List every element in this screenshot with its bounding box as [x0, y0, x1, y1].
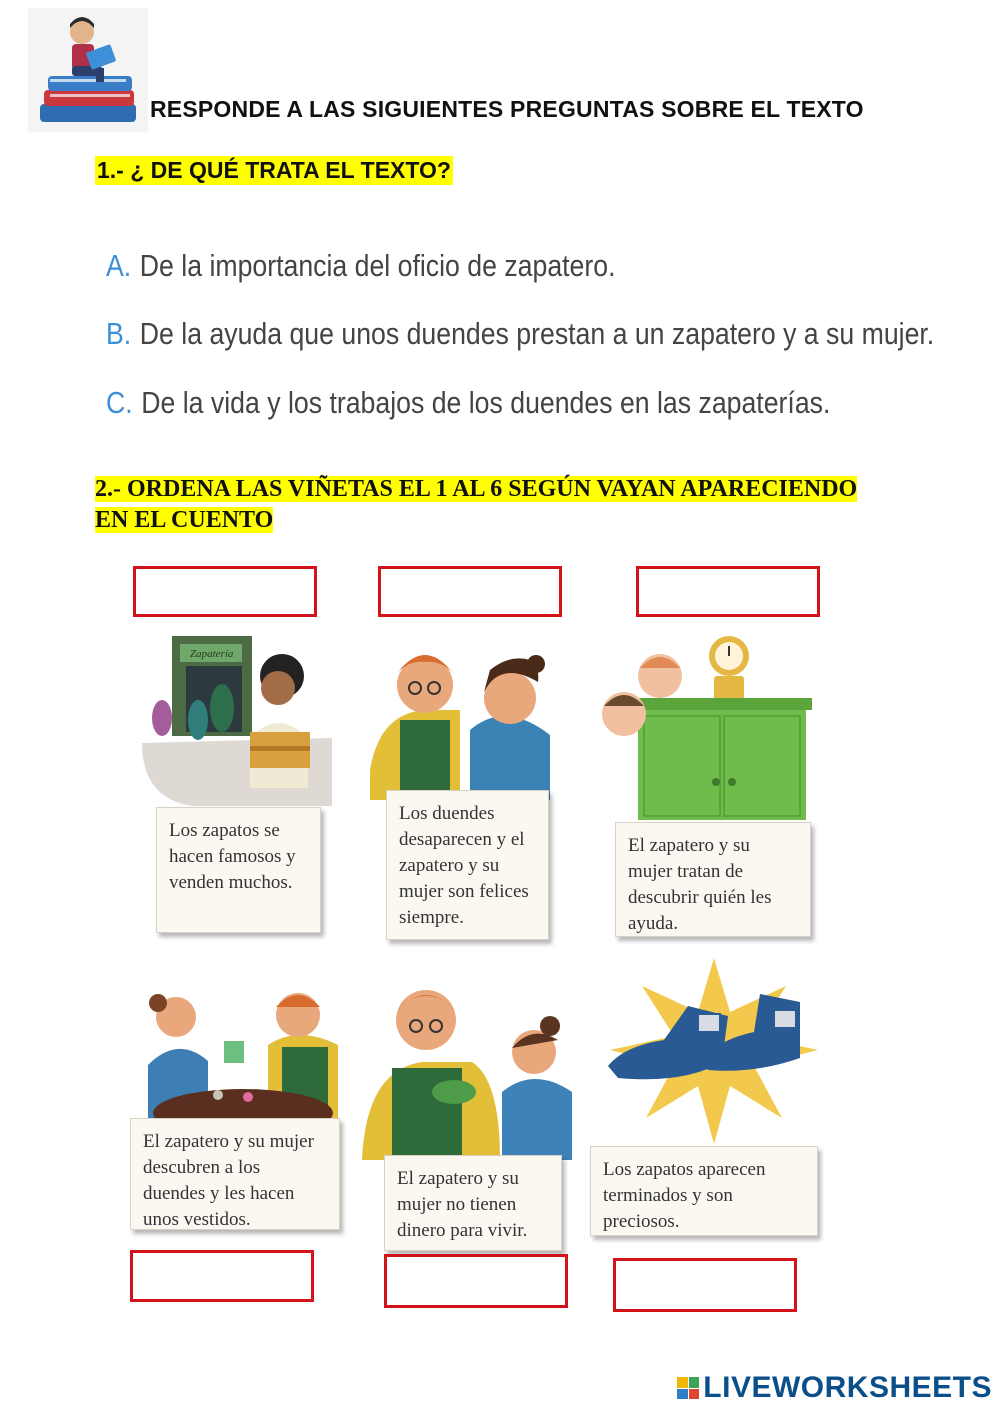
panel-3-caption: El zapatero y su mujer tratan de descubrir quién les ayuda.	[615, 822, 811, 937]
panel-3-illustration	[598, 632, 838, 822]
question-2-line1: 2.- ORDENA LAS VIÑETAS EL 1 AL 6 SEGÚN VAYAN APARECIENDO	[95, 476, 858, 502]
panel-4-illustration	[138, 985, 348, 1120]
panel-1-illustration	[132, 628, 342, 813]
answer-box-1[interactable]	[133, 566, 317, 617]
answer-box-4[interactable]	[130, 1250, 314, 1302]
option-b	[106, 316, 934, 352]
panel-6-caption: Los zapatos aparecen terminados y son preciosos.	[590, 1146, 818, 1236]
panel-5-illustration	[362, 980, 584, 1160]
option-a-letter: A.	[106, 248, 132, 283]
option-b-letter: B.	[106, 316, 132, 351]
answer-box-3[interactable]	[636, 566, 820, 617]
panel-1-caption: Los zapatos se hacen famosos y venden muchos.	[156, 807, 321, 933]
reader-on-books-icon	[28, 8, 148, 132]
option-a	[106, 248, 616, 284]
option-c	[106, 385, 830, 421]
option-a-text: De la importancia del oficio de zapatero.	[139, 248, 616, 283]
answer-box-6[interactable]	[613, 1258, 797, 1312]
answer-box-5[interactable]	[384, 1254, 568, 1308]
question-2-title	[95, 474, 955, 536]
panel-1-sign-text: Zapatería	[190, 648, 234, 660]
panel-4-caption: El zapatero y su mujer descubren a los duendes y les hacen unos vestidos.	[130, 1118, 340, 1230]
panel-5-caption: El zapatero y su mujer no tienen dinero para vivir.	[384, 1155, 562, 1251]
option-c-text: De la vida y los trabajos de los duendes en las zapaterías.	[141, 385, 831, 420]
liveworksheets-logo-icon	[677, 1377, 699, 1399]
option-b-text: De la ayuda que unos duendes prestan a un zapatero y a su mujer.	[139, 316, 935, 351]
panel-2-illustration	[370, 640, 570, 800]
liveworksheets-brand[interactable]	[677, 1371, 992, 1405]
option-c-letter: C.	[106, 385, 133, 420]
panel-2-caption: Los duendes desaparecen y el zapatero y su mujer son felices siempre.	[386, 790, 549, 940]
brand-text: LIVEWORKSHEETS	[703, 1371, 992, 1404]
panel-6-illustration	[604, 958, 824, 1148]
question-2-line2: EN EL CUENTO	[95, 507, 274, 533]
page-title: RESPONDE A LAS SIGUIENTES PREGUNTAS SOBRE EL TEXTO	[150, 96, 864, 122]
answer-box-2[interactable]	[378, 566, 562, 617]
question-1-title: 1.- ¿ DE QUÉ TRATA EL TEXTO?	[97, 157, 451, 183]
